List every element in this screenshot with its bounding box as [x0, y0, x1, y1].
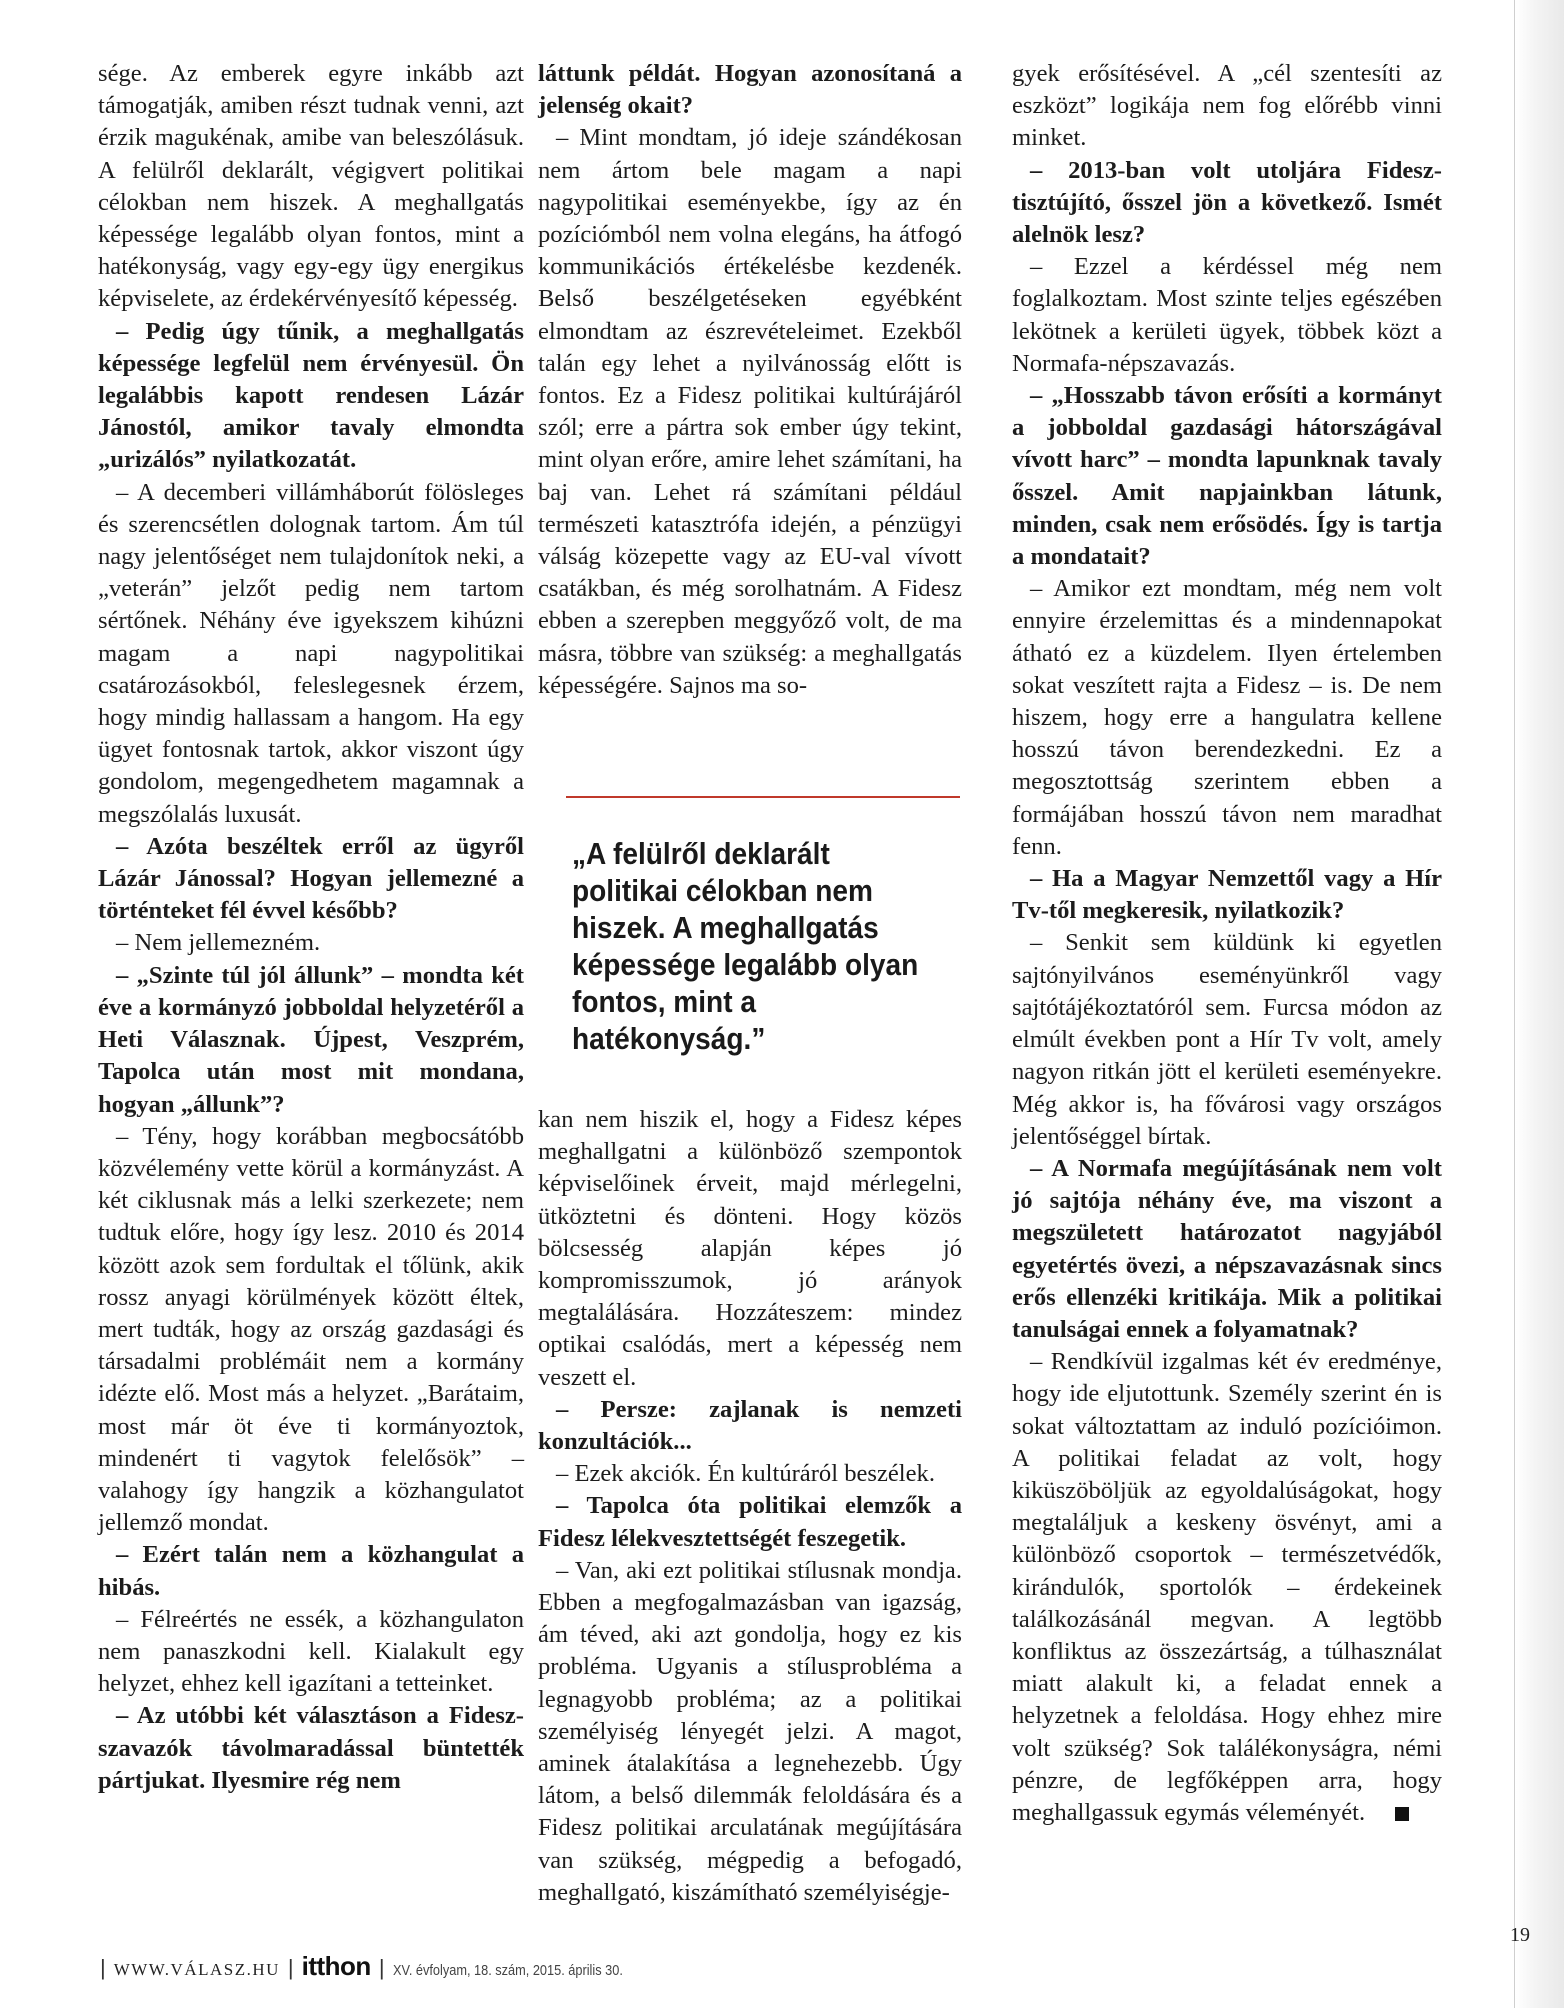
interview-answer: [538, 1555, 962, 1909]
interview-answer: [538, 122, 962, 702]
interview-question: [98, 316, 524, 477]
paragraph-text: – Azóta beszéltek erről az ügyről Lázár Jánossal? Hogyan jellemezné a történteket fél évvel később?: [98, 832, 524, 925]
paragraph-text: sége. Az emberek egyre inkább azt támogatják, amiben részt tudnak venni, azt érzik magukénak, amibe van beleszólásuk. A felülről deklarált, végigvert politikai célokban nem hiszek. A meghallgatás képessége legalább olyan fontos, mint a hatékonyság, vagy egy-egy ügy energikus képviselete, az érdekérvényesítő képesség.: [98, 60, 524, 313]
page-edge: [1516, 0, 1564, 2008]
interview-answer: [98, 1604, 524, 1701]
footer-divider: |: [378, 1955, 385, 1980]
interview-answer: [1012, 1346, 1442, 1829]
interview-question: [1012, 1153, 1442, 1346]
paragraph-text: – A Normafa megújításának nem volt jó sajtója néhány éve, ma viszont a megszületett határozatot nagyjából egyetértés övezi, a népszavazásnak sincs erős ellenzéki kritikája. Mik a politikai tanulságai ennek a folyamatnak?: [1012, 1154, 1442, 1343]
interview-answer: [1012, 251, 1442, 380]
interview-answer: [1012, 927, 1442, 1152]
paragraph-text: gyek erősítésével. A „cél szentesíti az eszközt” logikája nem fog előrébb vinni minket.: [1012, 60, 1442, 152]
interview-answer: [98, 58, 524, 316]
footer-divider: |: [287, 1955, 294, 1980]
paragraph-text: – Ezek akciók. Én kultúráról beszélek.: [556, 1460, 936, 1488]
footer-section: itthon: [301, 1951, 371, 1981]
article-column-1: [98, 58, 524, 1797]
interview-question: [98, 831, 524, 928]
paragraph-text: – 2013-ban volt utoljára Fidesz-tisztújító, ősszel jön a következő. Ismét alelnök lesz?: [1012, 156, 1442, 249]
paragraph-text: – Van, aki ezt politikai stílusnak mondja. Ebben a megfogalmazásban van igazság, ám téved, aki azt gondolja, hogy ez kis probléma. Ugyanis a stílusprobléma a legnagyobb probléma; az a politikai személyiség lényegét jelzi. A magot, aminek átalakítása a legnehezebb. Úgy látom, a belső dilemmák feloldására és a Fidesz politikai arculatának megújítására van szükség, mégpedig a befogadó, meghallgató, kiszámítható személyiségje-: [538, 1556, 962, 1906]
interview-answer: [1012, 58, 1442, 155]
interview-question: [1012, 863, 1442, 927]
interview-question: [1012, 380, 1442, 573]
paragraph-text: – Ezzel a kérdéssel még nem foglalkoztam. Most szinte teljes egészében lekötnek a kerületi ügyek, többek közt a Normafa-népszavazás.: [1012, 253, 1442, 377]
paragraph-text: – Rendkívül izgalmas két év eredménye, hogy ide eljutottunk. Személy szerint én is sokat változtattam az induló pozícióimon. A politikai feladat az volt, hogy kiküszöböljük az egyoldalúságokat, hogy megtaláljuk a keskeny ösvényt, ami a különböző csoportok – természetvédők, kirándulók, sportolók – érdekeinek találkozásánál megvan. A legtöbb konfliktus az összezártság, a túlhasználat miatt alakult ki, a feladat ennek a helyzetnek a feloldása. Hogy ehhez mire volt szükség? Sok találékonyságra, némi pénzre, de legfőképpen arra, hogy meghallgassuk egymás véleményét.: [1012, 1348, 1442, 1826]
article-column-3: [1012, 58, 1442, 1829]
interview-question: [98, 960, 524, 1121]
paragraph-text: – „Hosszabb távon erősíti a kormányt a jobboldal gazdasági hátországával vívott harc” – mondta lapunknak tavaly ősszel. Amit napjainkban látunk, minden, csak nem erősödés. Így is tartja a mondatait?: [1012, 382, 1442, 571]
paragraph-text: – Amikor ezt mondtam, még nem volt ennyire érzelemittas és a mindennapokat átható ez a küzdelem. Ilyen értelemben sokat veszített rajta a Fidesz – is. De nem hiszem, hogy erre a hangulatra kellene hosszú távon berendezkedni. Ez a megosztottság szerintem ebben a formájában hosszú távon nem maradhat fenn.: [1012, 575, 1442, 860]
paragraph-text: – Tapolca óta politikai elemzők a Fidesz lélekvesztettségét feszegetik.: [538, 1492, 962, 1552]
paragraph-text: – Mint mondtam, jó ideje szándékosan nem ártom bele magam a napi nagypolitikai eseményekbe, így az én pozíciómból nem volna elegáns, ha átfogó kommunikációs értékelésbe kezdenék. Belső beszélgetéseken egyébként elmondtam az észrevételeimet. Ezekből talán egy lehet a nyilvánosság előtt is fontos. Ez a Fidesz politikai kultúrájáról szól; erre a pártra sok ember úgy tekint, mint olyan erőre, amire lehet számítani, ha baj van. Lehet rá számítani például természeti katasztrófa idején, a pénzügyi válság közepette vagy az EU-val vívott csatákban, és még sorolhatnám. A Fidesz ebben a szerepben meggyőző volt, de ma másra, többre van szükség: a meghallgatás képességére. Sajnos ma so-: [538, 124, 962, 699]
paragraph-text: – Félreértés ne essék, a közhangulaton nem panaszkodni kell. Kialakult egy helyzet, ehhez kell igazítani a tetteinket.: [98, 1605, 524, 1698]
footer-site: WWW.VÁLASZ.HU: [113, 1960, 280, 1979]
paragraph-text: – Persze: zajlanak is nemzeti konzultációk...: [538, 1395, 962, 1456]
paragraph-text: – Senkit sem küldünk ki egyetlen sajtónyilvános eseményünkről vagy sajtótájékoztatóról sem. Furcsa módon az elmúlt években pont a Hír Tv volt, amely nagyon ritkán jött el kerületi eseményekre. Még akkor is, ha fővárosi vagy országos jelentőséggel bírtak.: [1012, 929, 1442, 1150]
article-column-2-top: [538, 58, 962, 702]
page-footer: [92, 1951, 663, 1982]
paragraph-text: – „Szinte túl jól állunk” – mondta két éve a kormányzó jobboldal helyzetéről a Heti Válasznak. Újpest, Veszprém, Tapolca után most mit mondana, hogyan „állunk”?: [98, 961, 524, 1118]
page-edge-line: [1514, 0, 1515, 2008]
paragraph-text: – Nem jellemezném.: [116, 929, 321, 957]
pull-quote: „A felülről deklarált politikai célokban nem hiszek. A meghallgatás képessége legalább olyan fontos, mint a hatékonyság.”: [572, 837, 919, 1056]
paragraph-text: – A decemberi villámháborút fölösleges és szerencsétlen dolognak tartom. Ám túl nagy jelentőséget nem tulajdonítok neki, a „veterán” jelzőt pedig nem tartom sértőnek. Néhány éve igyekszem kihúzni magam a napi nagypolitikai csatározásokból, feleslegesnek érzem, hogy mindig hallassam a hangom. Ha egy ügyet fontosnak tartok, akkor viszont úgy gondolom, megengedhetem magamnak a megszólalás luxusát.: [98, 478, 524, 828]
interview-answer: [98, 927, 524, 959]
interview-question: [538, 1490, 962, 1554]
page-number: 19: [1510, 1924, 1530, 1946]
interview-answer: [538, 1104, 962, 1394]
end-of-article-square-icon: [1395, 1807, 1409, 1821]
footer-divider: |: [100, 1955, 106, 1980]
footer-issue: XV. évfolyam, 18. szám, 2015. április 30.: [392, 1962, 623, 1979]
paragraph-text: – Ezért talán nem a közhangulat a hibás.: [98, 1541, 524, 1601]
interview-answer: [538, 1458, 962, 1490]
interview-question: [538, 58, 962, 122]
paragraph-text: – Ha a Magyar Nemzettől vagy a Hír Tv-től megkeresik, nyilatkozik?: [1012, 865, 1442, 925]
article-column-2-bottom: [538, 1104, 962, 1909]
interview-question: [98, 1539, 524, 1603]
pull-quote-rule: [566, 796, 960, 798]
interview-answer: [98, 477, 524, 831]
interview-answer: [98, 1121, 524, 1540]
paragraph-text: – Tény, hogy korábban megbocsátóbb közvélemény vette körül a kormányzást. A két ciklusnak más a lelki szerkezete; nem tudtuk előre, hogy így lesz. 2010 és 2014 között azok sem fordultak el tőlünk, akik rossz anyagi körülmények között éltek, mert tudták, hogy az ország gazdasági és társadalmi problémáit nem a kormány idézte elő. Most más a helyzet. „Barátaim, most már öt éve ti kormányoztok, mindenért ti vagytok felelősök” – valahogy így hangzik a közhangulatot jellemző mondat.: [98, 1122, 524, 1537]
paragraph-text: kan nem hiszik el, hogy a Fidesz képes meghallgatni a különböző szempontok képviselőinek érveit, majd mérlegelni, ütköztetni és dönteni. Hogy közös bölcsesség alapján képes jó kompromisszumok, jó arányok megtalálására. Hozzáteszem: mindez optikai csalódás, mert a képesség nem veszett el.: [538, 1106, 962, 1391]
interview-question: [538, 1394, 962, 1458]
interview-question: [1012, 155, 1442, 252]
paragraph-text: láttunk példát. Hogyan azonosítaná a jelenség okait?: [538, 60, 962, 120]
paragraph-text: – Az utóbbi két választáson a Fidesz-szavazók távolmaradással büntették pártjukat. Ilyesmire rég nem: [98, 1702, 524, 1794]
paragraph-text: – Pedig úgy tűnik, a meghallgatás képessége legfelül nem érvényesül. Ön legalábbis kapott rendesen Lázár Jánostól, amikor tavaly elmondta „urizálós” nyilatkozatát.: [98, 317, 524, 474]
interview-answer: [1012, 573, 1442, 863]
interview-question: [98, 1700, 524, 1797]
